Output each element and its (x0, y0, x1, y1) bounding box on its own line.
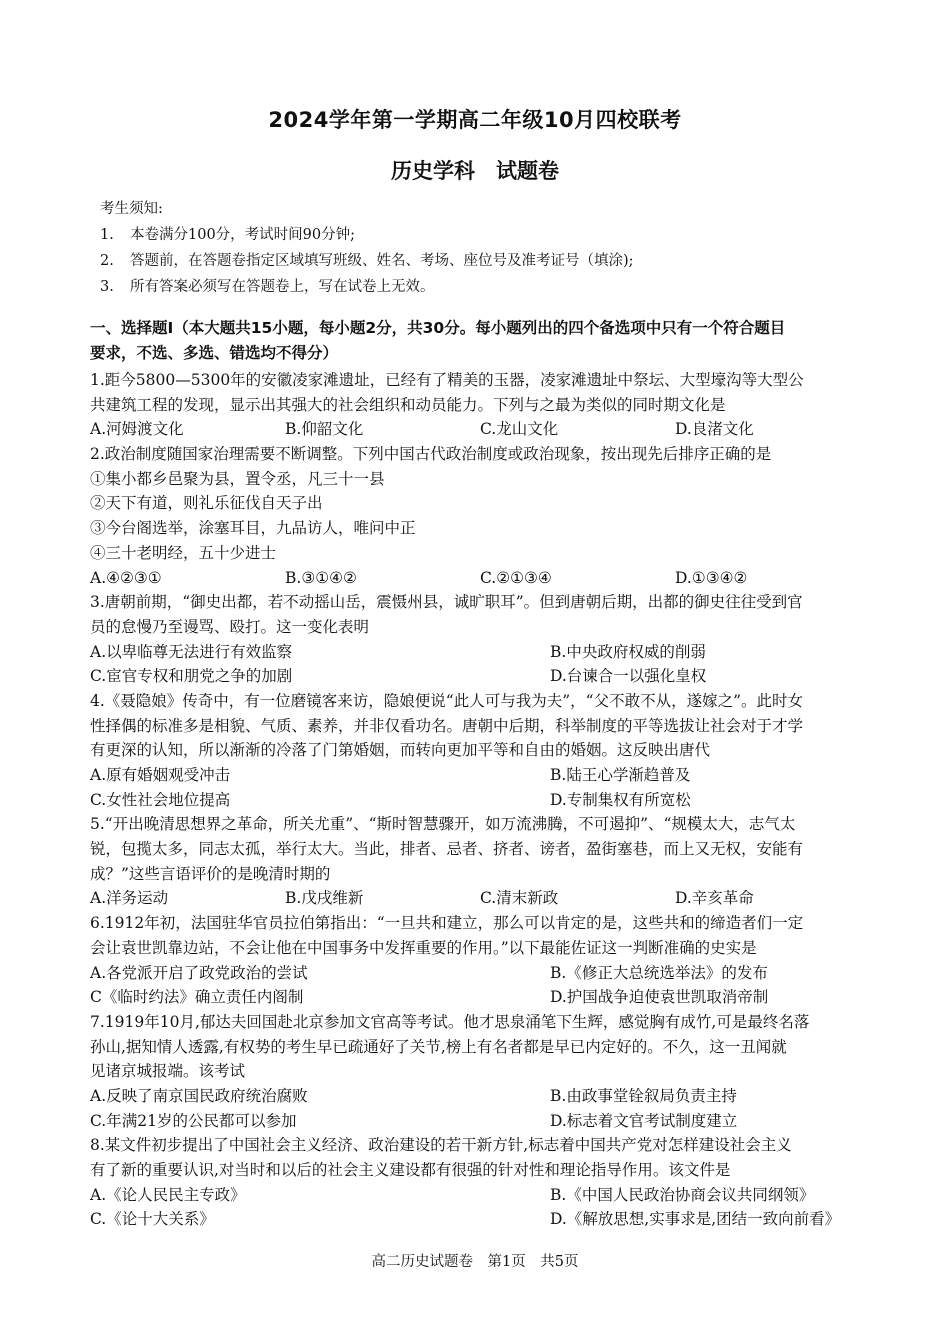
option: B.中央政府权威的削弱 (550, 642, 706, 661)
options-row (90, 417, 870, 442)
question-8 (90, 1133, 870, 1232)
question-3 (90, 590, 870, 689)
page-footer: 高二历史试题卷 第1页 共5页 (371, 1254, 579, 1270)
question-text: ①集小都乡邑聚为县，置令丞，凡三十一县 (90, 469, 385, 488)
option: A.④②③① (90, 568, 162, 587)
question-text: 有更深的认知，所以渐渐的冷落了门第婚姻，而转向更加平等和自由的婚姻。这反映出唐代 (90, 741, 711, 760)
option: A.反映了南京国民政府统治腐败 (90, 1086, 308, 1105)
question-text: 锐，包揽太多，同志太孤，举行太大。当此，排者、忌者、挤者、谤者，盈街塞巷，而上又无权，安能有 (90, 840, 804, 859)
options-row (90, 1109, 870, 1134)
question-text: 1.距今5800—5300年的安徽凌家滩遗址，已经有了精美的玉器，凌家滩遗址中祭坛、大型壕沟等大型公 (90, 371, 804, 389)
question-6 (90, 911, 870, 1010)
option: A.河姆渡文化 (90, 420, 184, 439)
option: B.③①④② (285, 568, 357, 587)
options-row (90, 961, 870, 986)
question-text: ③今台阁选举，涂塞耳目，九品访人，唯问中正 (90, 519, 416, 538)
option: D.专制集权有所宽松 (550, 790, 691, 809)
option: D.辛亥革命 (675, 889, 754, 908)
question-text: 见诸京城报端。该考试 (90, 1062, 246, 1081)
question-text: 2.政治制度随国家治理需要不断调整。下列中国古代政治制度或政治现象，按出现先后排序正确的是 (90, 445, 772, 464)
options-row (90, 763, 870, 788)
option: B.仰韶文化 (285, 420, 364, 439)
note-item: 3. 所有答案必须写在答题卷上，写在试卷上无效。 (100, 279, 435, 295)
options-row (90, 640, 870, 665)
candidate-notes (100, 196, 634, 300)
option: D.护国战争迫使袁世凯取消帝制 (550, 988, 769, 1007)
question-1 (90, 368, 870, 442)
note-item: 2. 答题前，在答题卷指定区域填写班级、姓名、考场、座位号及准考证号（填涂); (100, 253, 634, 269)
notes-heading: 考生须知: (100, 201, 163, 217)
question-4 (90, 689, 870, 812)
question-text: 有了新的重要认识,对当时和以后的社会主义建设都有很强的针对性和理论指导作用。该文件是 (90, 1161, 731, 1179)
option: C.《论十大关系》 (90, 1210, 215, 1229)
option: A.各党派开启了政党政治的尝试 (90, 963, 308, 982)
option: D.①③④② (675, 568, 748, 587)
question-text: 性择偶的标准多是相貌、气质、素养，并非仅看功名。唐朝中后期，科举制度的平等选拔让社会对于才学 (90, 716, 804, 735)
option: A.洋务运动 (90, 889, 169, 908)
question-text: 5.“开出晚清思想界之革命，所关尤重”、“斯时智慧骤开，如万流沸腾，不可遏抑”、“规模太大，志气太 (90, 815, 796, 834)
option: D.标志着文官考试制度建立 (550, 1111, 738, 1130)
options-row (90, 1084, 870, 1109)
exam-title: 2024学年第一学期高二年级10月四校联考 (268, 108, 682, 132)
question-text: ②天下有道，则礼乐征伐自天子出 (90, 494, 323, 513)
option: B.《中国人民政治协商会议共同纲领》 (550, 1185, 815, 1204)
option: A.原有婚姻观受冲击 (90, 766, 231, 784)
option: C.女性社会地位提高 (90, 790, 231, 809)
section-heading: 一、选择题Ⅰ（本大题共15小题，每小题2分，共30分。每小题列出的四个备选项中只有一个符合题目 要求，不选、多选、错选均不得分） (90, 319, 786, 362)
options-row (90, 566, 870, 591)
options-row (90, 985, 870, 1010)
option: C.清末新政 (480, 889, 559, 908)
option: D.良渚文化 (675, 420, 754, 439)
option: C.龙山文化 (480, 420, 559, 439)
question-text: 会让袁世凯靠边站，不会让他在中国事务中发挥重要的作用。”以下最能佐证这一判断准确的史实是 (90, 938, 757, 957)
question-text: 4.《聂隐娘》传奇中，有一位磨镜客来访，隐娘便说“此人可与我为夫”，“父不敢不从，遂嫁之”。此时女 (90, 691, 803, 710)
options-row (90, 1183, 870, 1208)
option: A.以卑临尊无法进行有效监察 (90, 642, 293, 661)
question-text: 7.1919年10月,郁达夫回国赴北京参加文官高等考试。他才思泉涌笔下生辉，感觉胸有成竹,可是最终名落 (90, 1012, 810, 1031)
options-row (90, 788, 870, 813)
options-row (90, 886, 870, 911)
option: D.台谏合一以强化皇权 (550, 667, 707, 686)
option: C.宦官专权和朋党之争的加剧 (90, 667, 293, 686)
question-text: 员的怠慢乃至谩骂、殴打。这一变化表明 (90, 617, 370, 636)
note-item: 1. 本卷满分100分，考试时间90分钟; (100, 227, 356, 243)
option: D.《解放思想,实事求是,团结一致向前看》 (550, 1210, 841, 1229)
option: A.《论人民民主专政》 (90, 1185, 246, 1204)
question-text: 6.1912年初，法国驻华官员拉伯第指出：“一旦共和建立，那么可以肯定的是，这些共和的缔造者们一定 (90, 914, 804, 933)
option: B.《修正大总统选举法》的发布 (550, 963, 768, 982)
option: C.年满21岁的公民都可以参加 (90, 1111, 297, 1130)
question-text: 共建筑工程的发现，显示出其强大的社会组织和动员能力。下列与之最为类似的同时期文化是 (90, 395, 726, 414)
option: B.戊戌维新 (285, 889, 364, 908)
question-text: 8.某文件初步提出了中国社会主义经济、政治建设的若干新方针,标志着中国共产党对怎样建设社会主义 (90, 1136, 792, 1155)
question-text: 孙山,据知情人透露,有权势的考生早已疏通好了关节,榜上有名者都是早已内定好的。不久，这一丑闻就 (90, 1037, 787, 1056)
question-5 (90, 812, 870, 911)
option: C.②①③④ (480, 568, 552, 587)
question-text: 成？”这些言语评价的是晚清时期的 (90, 864, 331, 883)
question-2 (90, 442, 870, 590)
question-text: 3.唐朝前期，“御史出都，若不动摇山岳，震慑州县，诚旷职耳”。但到唐朝后期，出都的御史往往受到官 (90, 593, 803, 612)
question-text: ④三十老明经，五十少进士 (90, 543, 277, 562)
option: C《临时约法》确立责任内阁制 (90, 988, 304, 1007)
option: B.由政事堂铨叙局负责主持 (550, 1086, 737, 1105)
option: B.陆王心学渐趋普及 (550, 766, 691, 784)
exam-subtitle: 历史学科 试题卷 (391, 159, 559, 183)
options-row (90, 1207, 870, 1232)
question-7 (90, 1010, 870, 1133)
options-row (90, 664, 870, 689)
questions (90, 368, 870, 1232)
